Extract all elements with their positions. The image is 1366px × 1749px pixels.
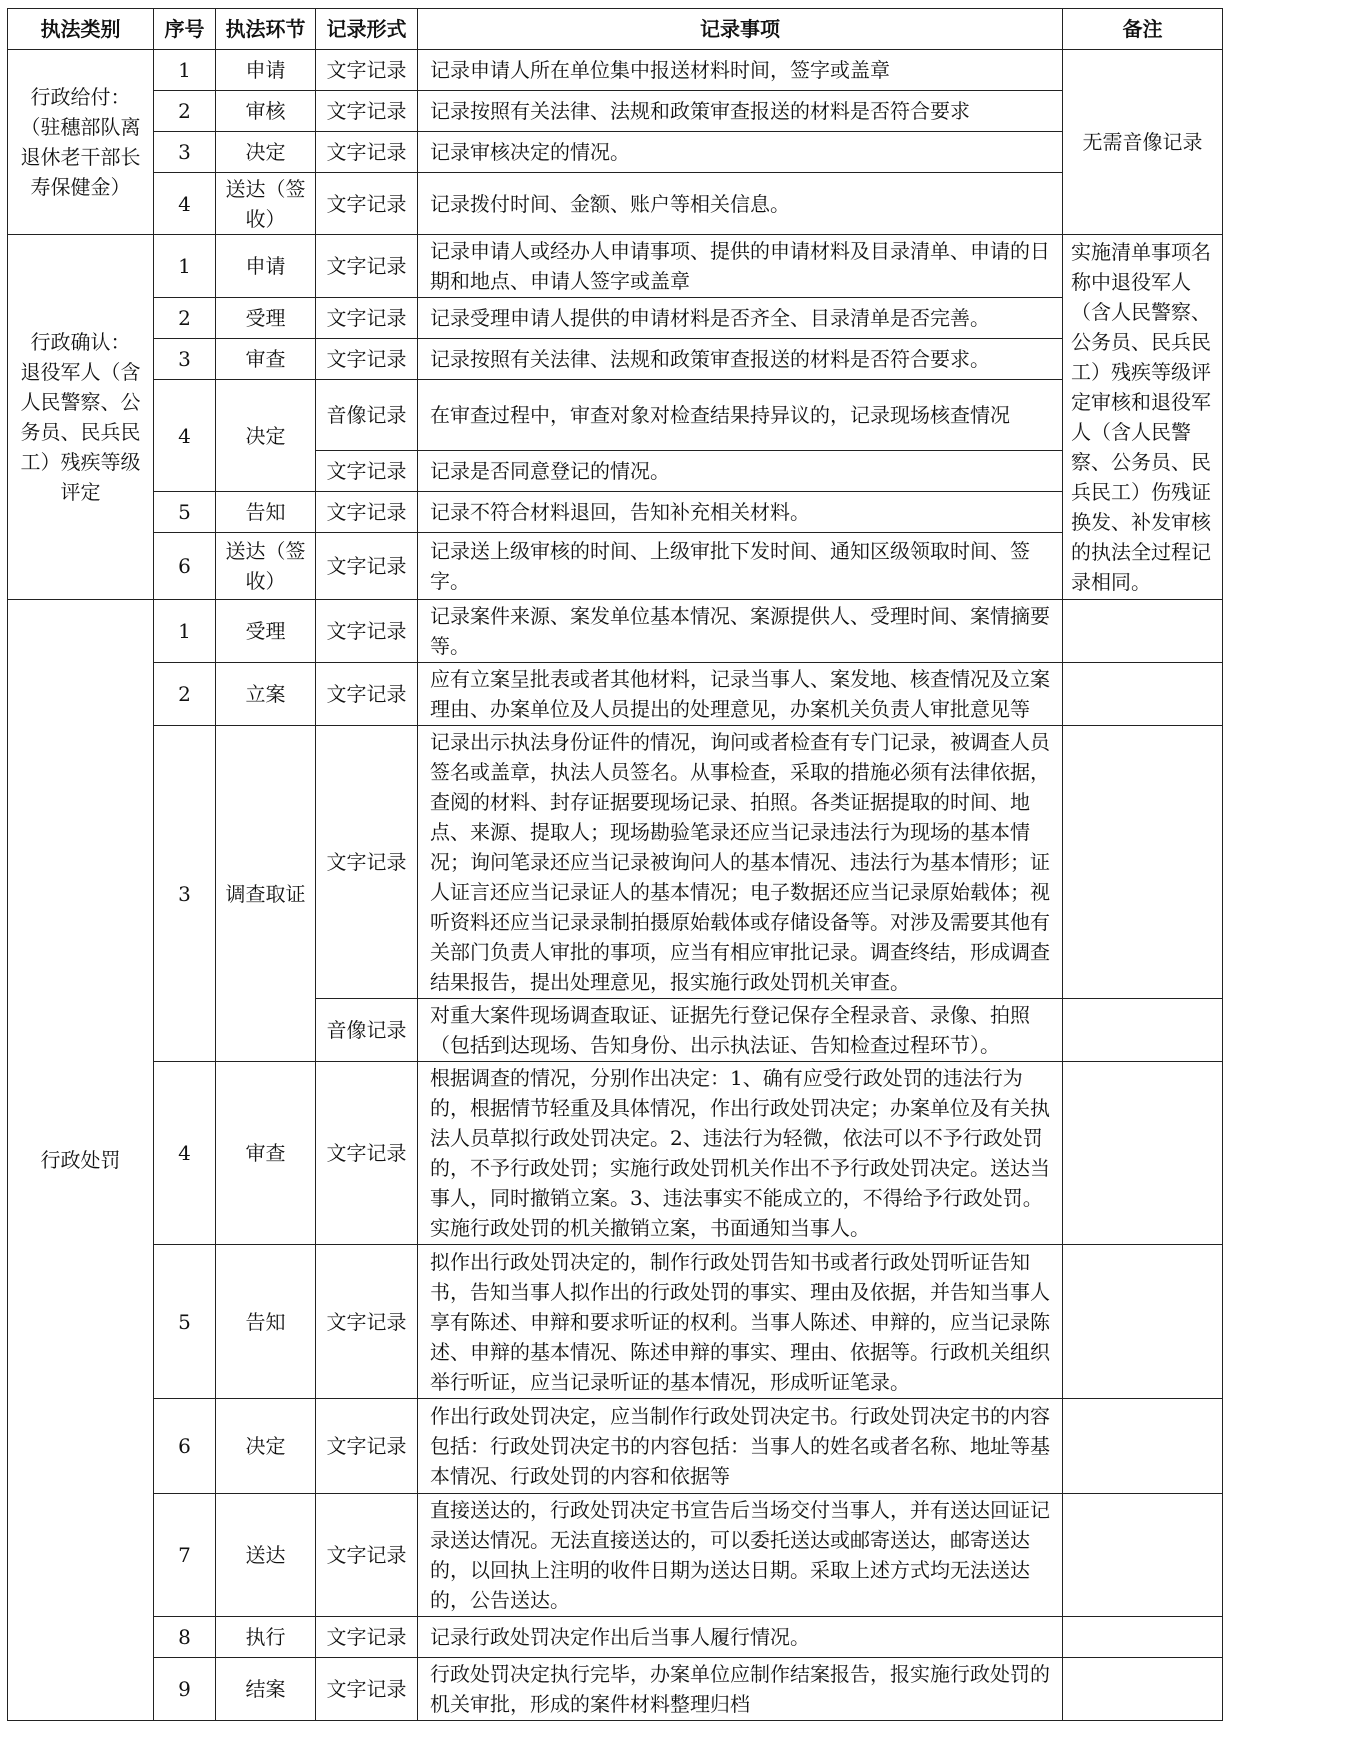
item-cell: 记录按照有关法律、法规和政策审查报送的材料是否符合要求。 — [418, 339, 1063, 380]
header-index: 序号 — [154, 9, 216, 50]
table-row — [8, 132, 1223, 173]
note-cell — [1063, 1245, 1223, 1399]
form-cell: 文字记录 — [316, 339, 418, 380]
note-cell — [1063, 1617, 1223, 1658]
note-cell — [1063, 1494, 1223, 1617]
item-cell: 记录申请人或经办人申请事项、提供的申请材料及目录清单、申请的日期和地点、申请人签字或盖章 — [418, 235, 1063, 298]
item-cell: 记录拨付时间、金额、账户等相关信息。 — [418, 173, 1063, 235]
step-cell: 告知 — [216, 492, 316, 533]
item-cell: 行政处罚决定执行完毕，办案单位应制作结案报告，报实施行政处罚的机关审批，形成的案件材料整理归档 — [418, 1658, 1063, 1721]
index-cell: 3 — [154, 132, 216, 173]
index-cell: 6 — [154, 533, 216, 600]
index-cell: 3 — [154, 339, 216, 380]
item-cell: 记录审核决定的情况。 — [418, 132, 1063, 173]
form-cell: 文字记录 — [316, 726, 418, 999]
form-cell: 音像记录 — [316, 999, 418, 1062]
form-cell: 文字记录 — [316, 132, 418, 173]
index-cell: 2 — [154, 91, 216, 132]
item-cell: 作出行政处罚决定，应当制作行政处罚决定书。行政处罚决定书的内容包括：行政处罚决定书的内容包括：当事人的姓名或者名称、地址等基本情况、行政处罚的内容和依据等 — [418, 1399, 1063, 1494]
item-cell: 记录送上级审核的时间、上级审批下发时间、通知区级领取时间、签字。 — [418, 533, 1063, 600]
enforcement-record-table — [7, 8, 1223, 1721]
form-cell: 文字记录 — [316, 1658, 418, 1721]
index-cell: 5 — [154, 492, 216, 533]
item-cell: 应有立案呈批表或者其他材料，记录当事人、案发地、核查情况及立案理由、办案单位及人员提出的处理意见，办案机关负责人审批意见等 — [418, 663, 1063, 726]
note-cell — [1063, 600, 1223, 663]
index-cell: 4 — [154, 1062, 216, 1245]
index-cell: 1 — [154, 600, 216, 663]
step-cell: 决定 — [216, 132, 316, 173]
step-cell: 告知 — [216, 1245, 316, 1399]
item-cell: 在审查过程中，审查对象对检查结果持异议的，记录现场核查情况 — [418, 380, 1063, 451]
item-cell: 记录是否同意登记的情况。 — [418, 451, 1063, 492]
step-cell: 调查取证 — [216, 726, 316, 1062]
table-row — [8, 1494, 1223, 1617]
table-row — [8, 600, 1223, 663]
form-cell: 文字记录 — [316, 1399, 418, 1494]
step-cell: 决定 — [216, 380, 316, 492]
form-cell: 文字记录 — [316, 50, 418, 91]
table-row — [8, 235, 1223, 298]
table-row — [8, 91, 1223, 132]
step-cell: 受理 — [216, 298, 316, 339]
item-cell: 拟作出行政处罚决定的，制作行政处罚告知书或者行政处罚听证告知书，告知当事人拟作出的行政处罚的事实、理由及依据，并告知当事人享有陈述、申辩和要求听证的权利。当事人陈述、申辩的，应当记录陈述、申辩的基本情况、陈述申辩的事实、理由、依据等。行政机关组织举行听证，应当记录听证的基本情况，形成听证笔录。 — [418, 1245, 1063, 1399]
step-cell: 结案 — [216, 1658, 316, 1721]
category-cell: 行政确认： 退役军人（含人民警察、公务员、民兵民工）残疾等级评定 — [8, 235, 154, 600]
table-row — [8, 1245, 1223, 1399]
note-cell — [1063, 1399, 1223, 1494]
form-cell: 文字记录 — [316, 1494, 418, 1617]
note-cell — [1063, 726, 1223, 999]
category-cell: 行政给付：（驻穗部队离退休老干部长寿保健金） — [8, 50, 154, 235]
note-cell: 无需音像记录 — [1063, 50, 1223, 235]
step-cell: 送达（签收） — [216, 533, 316, 600]
form-cell: 文字记录 — [316, 1062, 418, 1245]
header-step: 执法环节 — [216, 9, 316, 50]
step-cell: 送达（签收） — [216, 173, 316, 235]
note-cell — [1063, 663, 1223, 726]
table-row — [8, 50, 1223, 91]
item-cell: 记录按照有关法律、法规和政策审查报送的材料是否符合要求 — [418, 91, 1063, 132]
table-row — [8, 663, 1223, 726]
index-cell: 4 — [154, 380, 216, 492]
table-row — [8, 533, 1223, 600]
step-cell: 决定 — [216, 1399, 316, 1494]
item-cell: 根据调查的情况，分别作出决定：1、确有应受行政处罚的违法行为的，根据情节轻重及具体情况，作出行政处罚决定；办案单位及有关执法人员草拟行政处罚决定。2、违法行为轻微，依法可以不予行政处罚的，不予行政处罚；实施行政处罚机关作出不予行政处罚决定。送达当事人，同时撤销立案。3、违法事实不能成立的，不得给予行政处罚。实施行政处罚的机关撤销立案，书面通知当事人。 — [418, 1062, 1063, 1245]
header-note: 备注 — [1063, 9, 1223, 50]
table-row — [8, 1399, 1223, 1494]
index-cell: 1 — [154, 235, 216, 298]
index-cell: 4 — [154, 173, 216, 235]
table-row — [8, 380, 1223, 451]
form-cell: 文字记录 — [316, 173, 418, 235]
form-cell: 文字记录 — [316, 1617, 418, 1658]
form-cell: 文字记录 — [316, 533, 418, 600]
table-row — [8, 1658, 1223, 1721]
form-cell: 文字记录 — [316, 492, 418, 533]
table-row — [8, 298, 1223, 339]
step-cell: 受理 — [216, 600, 316, 663]
table-row — [8, 726, 1223, 999]
step-cell: 申请 — [216, 50, 316, 91]
index-cell: 8 — [154, 1617, 216, 1658]
step-cell: 审核 — [216, 91, 316, 132]
index-cell: 2 — [154, 663, 216, 726]
category-cell: 行政处罚 — [8, 600, 154, 1721]
index-cell: 6 — [154, 1399, 216, 1494]
item-cell: 直接送达的，行政处罚决定书宣告后当场交付当事人，并有送达回证记录送达情况。无法直接送达的，可以委托送达或邮寄送达，邮寄送达的，以回执上注明的收件日期为送达日期。采取上述方式均无法送达的，公告送达。 — [418, 1494, 1063, 1617]
form-cell: 文字记录 — [316, 1245, 418, 1399]
form-cell: 文字记录 — [316, 663, 418, 726]
index-cell: 5 — [154, 1245, 216, 1399]
header-row — [8, 9, 1223, 50]
table-row — [8, 1617, 1223, 1658]
table-row — [8, 339, 1223, 380]
table-row — [8, 492, 1223, 533]
table-row — [8, 1062, 1223, 1245]
index-cell: 2 — [154, 298, 216, 339]
form-cell: 文字记录 — [316, 91, 418, 132]
step-cell: 审查 — [216, 1062, 316, 1245]
item-cell: 记录案件来源、案发单位基本情况、案源提供人、受理时间、案情摘要等。 — [418, 600, 1063, 663]
step-cell: 立案 — [216, 663, 316, 726]
form-cell: 文字记录 — [316, 298, 418, 339]
index-cell: 7 — [154, 1494, 216, 1617]
item-cell: 记录出示执法身份证件的情况，询问或者检查有专门记录，被调查人员签名或盖章，执法人员签名。从事检查，采取的措施必须有法律依据，查阅的材料、封存证据要现场记录、拍照。各类证据提取的时间、地点、来源、提取人；现场勘验笔录还应当记录违法行为现场的基本情况；询问笔录还应当记录被询问人的基本情况、违法行为基本情形；证人证言还应当记录证人的基本情况；电子数据还应当记录原始载体；视听资料还应当记录录制拍摄原始载体或存储设备等。对涉及需要其他有关部门负责人审批的事项，应当有相应审批记录。调查终结，形成调查结果报告，提出处理意见，报实施行政处罚机关审查。 — [418, 726, 1063, 999]
table-row — [8, 173, 1223, 235]
item-cell: 记录行政处罚决定作出后当事人履行情况。 — [418, 1617, 1063, 1658]
header-category: 执法类别 — [8, 9, 154, 50]
note-cell — [1063, 1062, 1223, 1245]
step-cell: 审查 — [216, 339, 316, 380]
item-cell: 记录受理申请人提供的申请材料是否齐全、目录清单是否完善。 — [418, 298, 1063, 339]
item-cell: 记录不符合材料退回，告知补充相关材料。 — [418, 492, 1063, 533]
form-cell: 音像记录 — [316, 380, 418, 451]
form-cell: 文字记录 — [316, 600, 418, 663]
note-cell — [1063, 999, 1223, 1062]
header-item: 记录事项 — [418, 9, 1063, 50]
item-cell: 记录申请人所在单位集中报送材料时间，签字或盖章 — [418, 50, 1063, 91]
index-cell: 9 — [154, 1658, 216, 1721]
form-cell: 文字记录 — [316, 235, 418, 298]
step-cell: 送达 — [216, 1494, 316, 1617]
note-cell: 实施清单事项名称中退役军人（含人民警察、公务员、民兵民工）残疾等级评定审核和退役军人（含人民警察、公务员、民兵民工）伤残证换发、补发审核的执法全过程记录相同。 — [1063, 235, 1223, 600]
index-cell: 3 — [154, 726, 216, 1062]
item-cell: 对重大案件现场调查取证、证据先行登记保存全程录音、录像、拍照（包括到达现场、告知身份、出示执法证、告知检查过程环节）。 — [418, 999, 1063, 1062]
step-cell: 申请 — [216, 235, 316, 298]
index-cell: 1 — [154, 50, 216, 91]
step-cell: 执行 — [216, 1617, 316, 1658]
header-form: 记录形式 — [316, 9, 418, 50]
note-cell — [1063, 1658, 1223, 1721]
form-cell: 文字记录 — [316, 451, 418, 492]
